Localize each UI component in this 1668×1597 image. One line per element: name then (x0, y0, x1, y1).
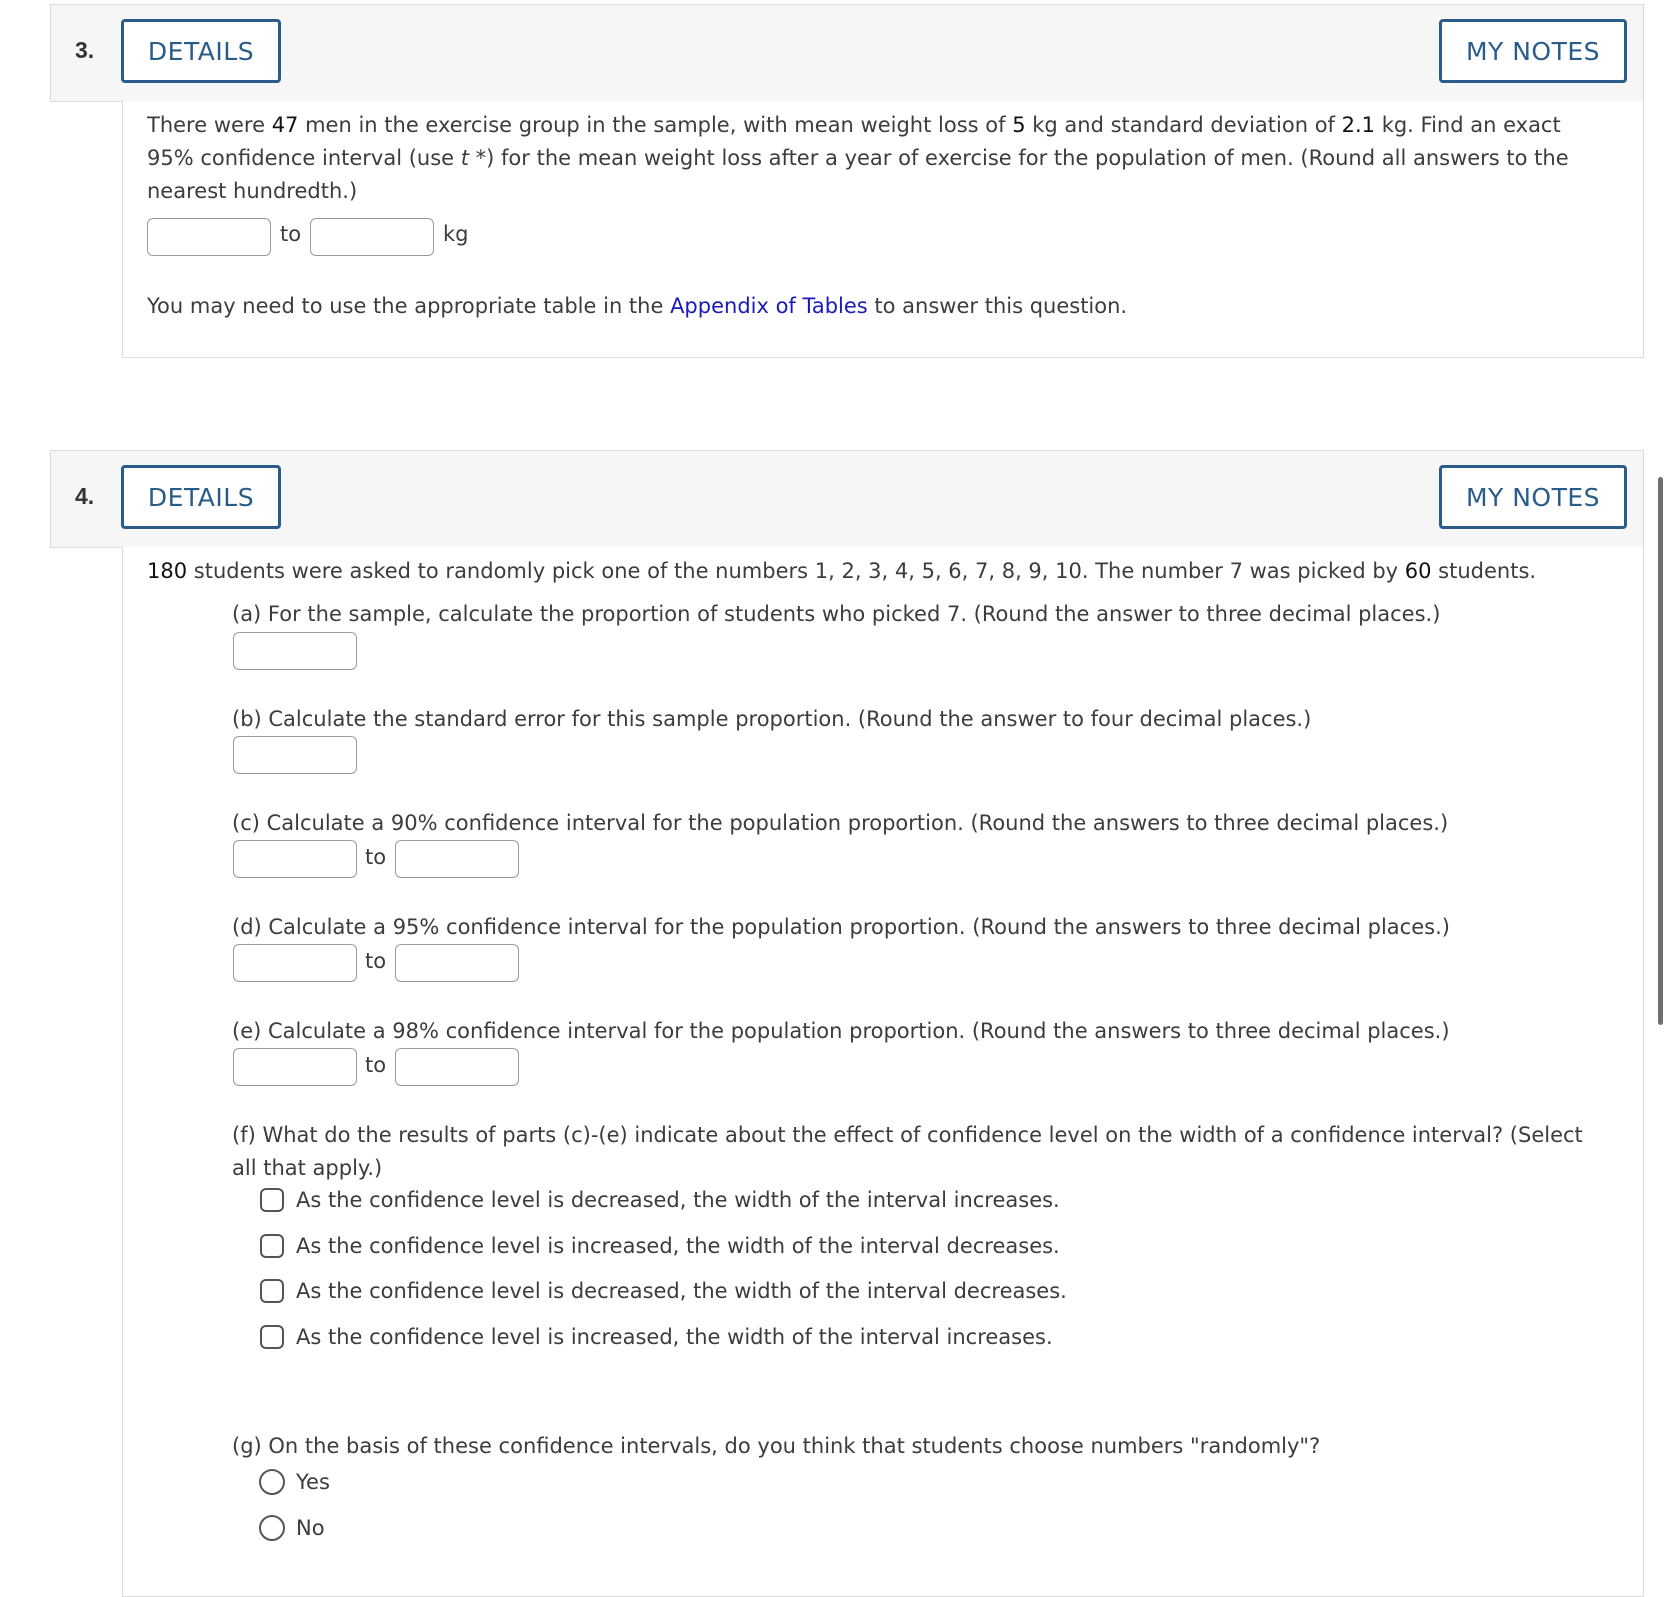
part-d-upper-input[interactable] (395, 944, 519, 982)
checkbox-label: As the confidence level is increased, the width of the interval decreases. (296, 1234, 1060, 1258)
radio-label-no: No (296, 1516, 325, 1540)
part-c-text: (c) Calculate a 90% confidence interval for the population proportion. (Round the answers to three decimal places.) (232, 811, 1449, 835)
part-f-text-line-1: (f) What do the results of parts (c)-(e) indicate about the effect of confidence level on the width of a confidence interval? (Select (232, 1123, 1583, 1147)
my-notes-button[interactable]: MY NOTES (1439, 465, 1627, 529)
question-number: 3. (75, 37, 95, 63)
part-d-lower-input[interactable] (233, 944, 357, 982)
scrollbar[interactable] (1658, 477, 1663, 1025)
part-c-upper-input[interactable] (395, 840, 519, 878)
appendix-link[interactable]: Appendix of Tables (670, 294, 868, 318)
q3-upper-bound-input[interactable] (310, 218, 434, 256)
q3-lower-bound-input[interactable] (147, 218, 271, 256)
checkbox-label: As the confidence level is decreased, the width of the interval decreases. (296, 1279, 1067, 1303)
checkbox[interactable] (260, 1325, 284, 1349)
radio-label-yes: Yes (296, 1470, 330, 1494)
to-label: to (365, 1053, 387, 1077)
to-label: to (365, 845, 387, 869)
checkbox-label: As the confidence level is decreased, the width of the interval increases. (296, 1188, 1060, 1212)
part-a-input[interactable] (233, 632, 357, 670)
part-a-text: (a) For the sample, calculate the proportion of students who picked 7. (Round the answer to three decimal places.) (232, 602, 1441, 626)
checkbox[interactable] (260, 1188, 284, 1212)
part-g-text: (g) On the basis of these confidence intervals, do you think that students choose numbers "randomly"? (232, 1434, 1321, 1458)
part-f-text-line-2: all that apply.) (232, 1156, 383, 1180)
part-b-input[interactable] (233, 736, 357, 774)
question-number: 4. (75, 483, 95, 509)
part-d-text: (d) Calculate a 95% confidence interval for the population proportion. (Round the answers to three decimal places.) (232, 915, 1450, 939)
part-c-lower-input[interactable] (233, 840, 357, 878)
unit-label: kg (443, 222, 469, 246)
checkbox[interactable] (260, 1279, 284, 1303)
details-button[interactable]: DETAILS (121, 465, 281, 529)
q3-text-line-2: 95% confidence interval (use t *) for the mean weight loss after a year of exercise for the population of men. (Round all answers to the (147, 146, 1569, 170)
q3-text-line-1: There were 47 men in the exercise group in the sample, with mean weight loss of 5 kg and standard deviation of 2.1 kg. Find an exact (147, 113, 1561, 137)
q3-header (50, 4, 1644, 102)
q4-header (50, 450, 1644, 548)
q3-appendix-note: You may need to use the appropriate table in the Appendix of Tables to answer this question. (147, 294, 1128, 318)
radio-yes[interactable] (259, 1469, 285, 1495)
checkbox[interactable] (260, 1234, 284, 1258)
q4-intro: 180 students were asked to randomly pick one of the numbers 1, 2, 3, 4, 5, 6, 7, 8, 9, 10. The number 7 was picked by 60 students. (147, 559, 1537, 583)
to-label: to (365, 949, 387, 973)
part-e-lower-input[interactable] (233, 1048, 357, 1086)
to-label: to (280, 222, 302, 246)
part-e-text: (e) Calculate a 98% confidence interval for the population proportion. (Round the answers to three decimal places.) (232, 1019, 1450, 1043)
details-button[interactable]: DETAILS (121, 19, 281, 83)
my-notes-button[interactable]: MY NOTES (1439, 19, 1627, 83)
radio-no[interactable] (259, 1515, 285, 1541)
q3-text-line-3: nearest hundredth.) (147, 179, 358, 203)
checkbox-label: As the confidence level is increased, the width of the interval increases. (296, 1325, 1053, 1349)
part-b-text: (b) Calculate the standard error for this sample proportion. (Round the answer to four decimal places.) (232, 707, 1312, 731)
part-e-upper-input[interactable] (395, 1048, 519, 1086)
